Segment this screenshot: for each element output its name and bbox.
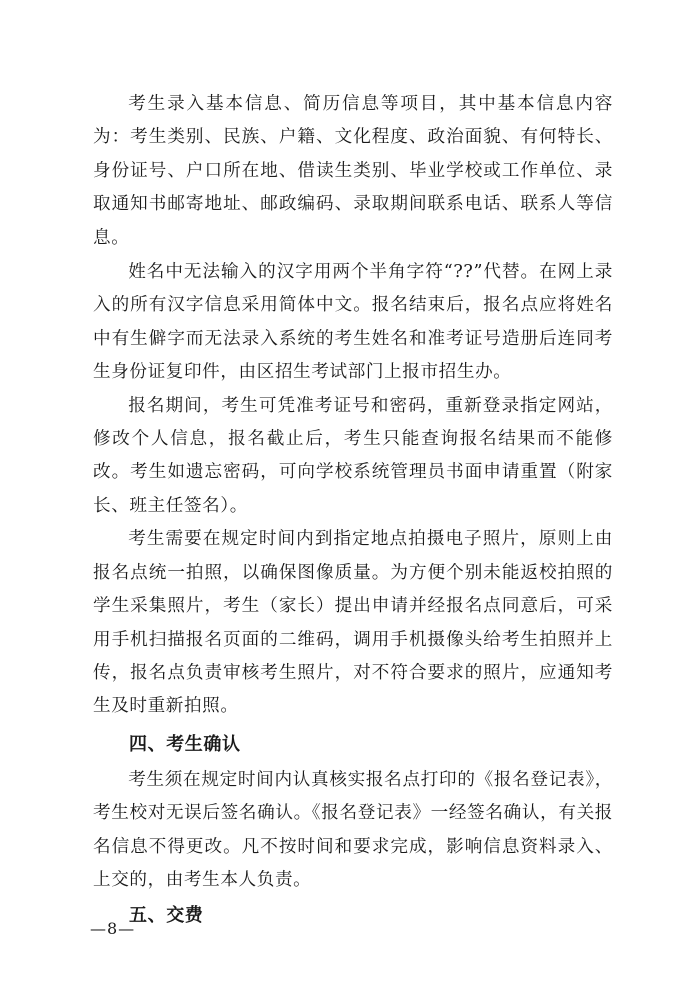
section-heading-confirmation: 四、考生确认 (129, 733, 241, 755)
paragraph-basic-info: 考生录入基本信息、简历信息等项目，其中基本信息内容为：考生类别、民族、户籍、文化程度、政治面貌、有何特长、身份证号、户口所在地、借读生类别、毕业学校或工作单位、录取通知书邮寄地址、邮政编码、录取期间联系电话、联系人等信息。 (93, 94, 613, 248)
paragraph-name-input: 姓名中无法输入的汉字用两个半角字符“??”代替。在网上录入的所有汉字信息采用简体中文。报名结束后，报名点应将姓名中有生僻字而无法录入系统的考生姓名和准考证号造册后连同考生身份证复印件，由区招生考试部门上报市招生办。 (93, 262, 613, 383)
paragraph-photo: 考生需要在规定时间内到指定地点拍摄电子照片，原则上由报名点统一拍照，以确保图像质量。为方便个别未能返校拍照的学生采集照片，考生（家长）提出申请并经报名点同意后，可采用手机扫描报名页面的二维码，调用手机摄像头给考生拍照并上传，报名点负责审核考生照片，对不符合要求的照片，应通知考生及时重新拍照。 (93, 529, 613, 717)
document-body (93, 88, 613, 935)
section-heading-payment: 五、交费 (129, 905, 204, 927)
paragraph-registration-period: 报名期间，考生可凭准考证号和密码，重新登录指定网站，修改个人信息，报名截止后，考生只能查询报名结果而不能修改。考生如遗忘密码，可向学校系统管理员书面申请重置（附家长、班主任签名）。 (93, 395, 613, 516)
paragraph-confirmation: 考生须在规定时间内认真核实报名点打印的《报名登记表》，考生校对无误后签名确认。《报名登记表》一经签名确认，有关报名信息不得更改。凡不按时间和要求完成，影响信息资料录入、上交的，由考生本人负责。 (93, 769, 613, 890)
page-number: —8— (90, 919, 136, 938)
